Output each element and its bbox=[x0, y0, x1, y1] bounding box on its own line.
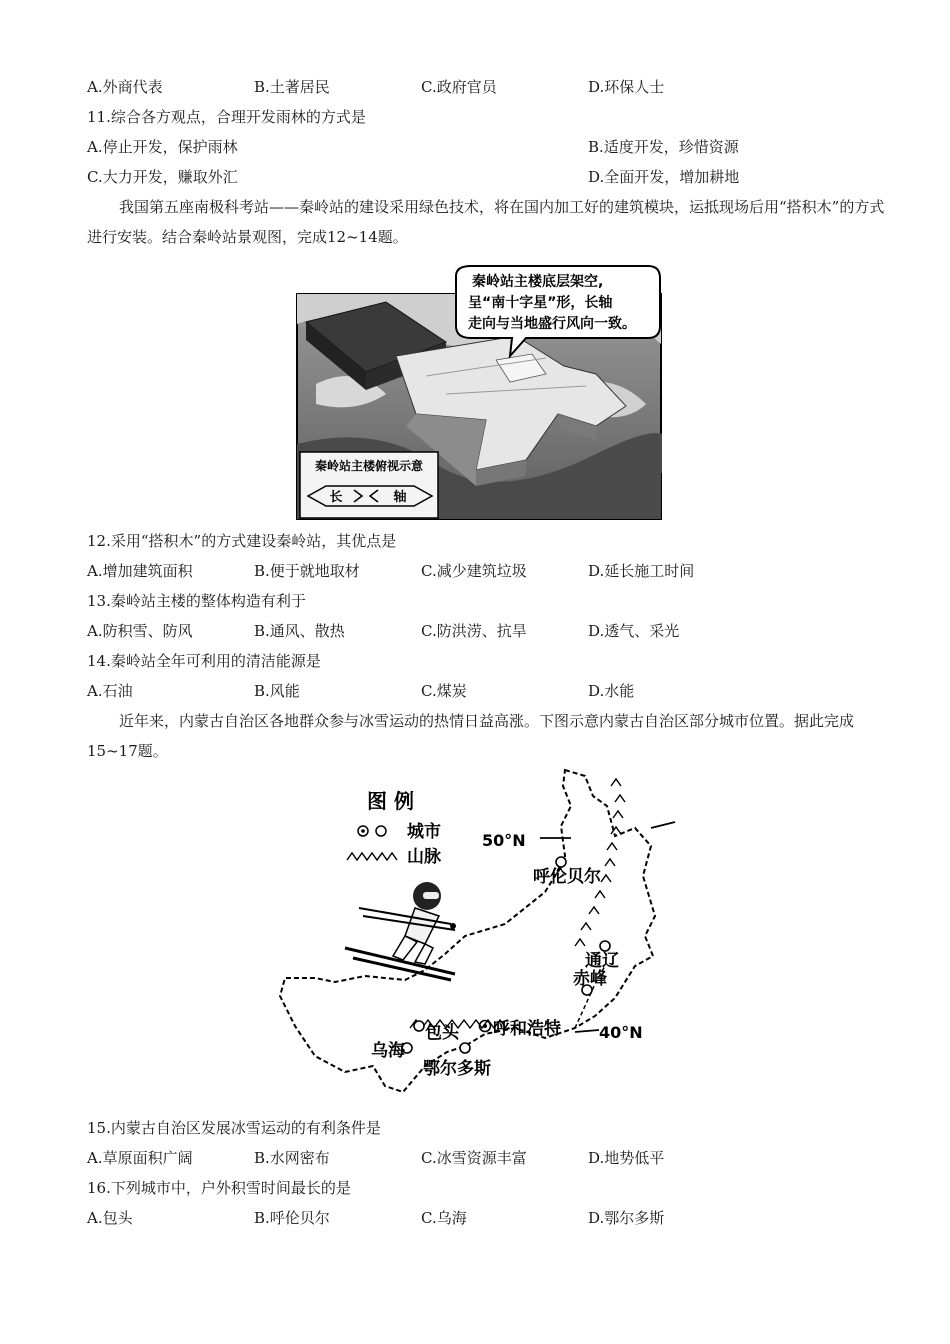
qinling-station-illustration bbox=[296, 264, 662, 520]
q13-options bbox=[87, 620, 890, 642]
q12-stem: 12.采用“搭积木”的方式建设秦岭站，其优点是 bbox=[87, 532, 397, 550]
figure1-axis-left: 长 bbox=[329, 490, 343, 505]
city-baotou-label: 包头 bbox=[425, 1023, 459, 1043]
city-tongliao-marker bbox=[600, 941, 610, 951]
figure1-bubble-line1: 秦岭站主楼底层架空, bbox=[472, 274, 604, 290]
passage-inner-mongolia-text: 近年来，内蒙古自治区各地群众参与冰雪运动的热情日益高涨。下图示意内蒙古自治区部分城市位置。据此完成15~17题。 bbox=[87, 712, 855, 760]
q14-option-b: B.风能 bbox=[254, 682, 300, 700]
figure1-bubble-line2: 呈“南十字星”形，长轴 bbox=[468, 295, 613, 311]
q14-options bbox=[87, 680, 890, 702]
inner-mongolia-map bbox=[275, 766, 680, 1102]
city-baotou-marker bbox=[414, 1021, 424, 1031]
q16-options bbox=[87, 1207, 890, 1229]
q12-option-d: D.延长施工时间 bbox=[588, 562, 695, 580]
passage-qinling bbox=[87, 192, 887, 252]
city-chifeng-label: 赤峰 bbox=[573, 969, 607, 989]
q14-option-c: C.煤炭 bbox=[421, 682, 467, 700]
inner-mongolia-map-figure bbox=[275, 766, 680, 1102]
q11-stem: 11.综合各方观点，合理开发雨林的方式是 bbox=[87, 108, 366, 126]
q16-stem: 16.下列城市中，户外积雪时间最长的是 bbox=[87, 1179, 351, 1197]
figure1-axis-right: 轴 bbox=[393, 490, 407, 505]
q14-stem: 14.秦岭站全年可利用的清洁能源是 bbox=[87, 652, 321, 670]
legend-mountain-label: 山脉 bbox=[407, 847, 441, 867]
city-hulunbuir-label: 呼伦贝尔 bbox=[533, 867, 601, 887]
q15-option-b: B.水网密布 bbox=[254, 1149, 330, 1167]
figure1-legend-title: 秦岭站主楼俯视示意 bbox=[314, 459, 424, 473]
city-tongliao-label: 通辽 bbox=[585, 951, 619, 971]
skier-illustration bbox=[345, 882, 456, 980]
q10-option-d: D.环保人士 bbox=[588, 78, 665, 96]
city-ordos-marker bbox=[460, 1043, 470, 1053]
legend-title: 图 例 bbox=[367, 789, 414, 813]
q15-option-c: C.冰雪资源丰富 bbox=[421, 1149, 527, 1167]
q11-option-d: D.全面开发，增加耕地 bbox=[588, 168, 740, 186]
legend-city-label: 城市 bbox=[407, 822, 441, 842]
q15-option-a: A.草原面积广阔 bbox=[87, 1149, 193, 1167]
passage-qinling-text: 我国第五座南极科考站——秦岭站的建设采用绿色技术，将在国内加工好的建筑模块，运抵现场后用“搭积木”的方式进行安装。结合秦岭站景观图，完成12~14题。 bbox=[87, 198, 885, 246]
q10-options bbox=[87, 76, 890, 98]
q10-option-a: A.外商代表 bbox=[87, 78, 163, 96]
q11-option-b: B.适度开发，珍惜资源 bbox=[588, 138, 739, 156]
q13-option-c: C.防洪涝、抗旱 bbox=[421, 622, 527, 640]
legend-mountain-symbol bbox=[347, 853, 397, 860]
legend-city-symbol bbox=[376, 826, 386, 836]
q16-option-a: A.包头 bbox=[87, 1209, 133, 1227]
q11-options-row2 bbox=[87, 166, 890, 188]
city-wuhai-label: 乌海 bbox=[371, 1041, 405, 1061]
lat-50-label: 50°N bbox=[482, 831, 526, 850]
q12-option-a: A.增加建筑面积 bbox=[87, 562, 193, 580]
q13-option-b: B.通风、散热 bbox=[254, 622, 345, 640]
q16-option-b: B.呼伦贝尔 bbox=[254, 1209, 330, 1227]
qinling-station-figure bbox=[296, 264, 662, 520]
q12-option-c: C.减少建筑垃圾 bbox=[421, 562, 527, 580]
q15-stem: 15.内蒙古自治区发展冰雪运动的有利条件是 bbox=[87, 1119, 381, 1137]
q12-options bbox=[87, 560, 890, 582]
q11-options-row1 bbox=[87, 136, 890, 158]
q10-option-b: B.土著居民 bbox=[254, 78, 330, 96]
q15-option-d: D.地势低平 bbox=[588, 1149, 665, 1167]
q16-option-c: C.乌海 bbox=[421, 1209, 467, 1227]
figure1-bubble-line3: 走向与当地盛行风向一致。 bbox=[468, 316, 636, 332]
city-hulunbuir-marker bbox=[556, 857, 566, 867]
q13-stem: 13.秦岭站主楼的整体构造有利于 bbox=[87, 592, 306, 610]
q11-option-c: C.大力开发，赚取外汇 bbox=[87, 168, 238, 186]
passage-inner-mongolia bbox=[87, 706, 887, 766]
q14-option-d: D.水能 bbox=[588, 682, 635, 700]
q13-option-a: A.防积雪、防风 bbox=[87, 622, 193, 640]
city-hohhot-label: 呼和浩特 bbox=[493, 1019, 561, 1039]
city-ordos-label: 鄂尔多斯 bbox=[423, 1059, 491, 1079]
lat-40-label: 40°N bbox=[599, 1023, 643, 1042]
q12-option-b: B.便于就地取材 bbox=[254, 562, 360, 580]
q15-options bbox=[87, 1147, 890, 1169]
q10-option-c: C.政府官员 bbox=[421, 78, 497, 96]
q16-option-d: D.鄂尔多斯 bbox=[588, 1209, 665, 1227]
q13-option-d: D.透气、采光 bbox=[588, 622, 680, 640]
q11-option-a: A.停止开发，保护雨林 bbox=[87, 138, 238, 156]
q14-option-a: A.石油 bbox=[87, 682, 133, 700]
